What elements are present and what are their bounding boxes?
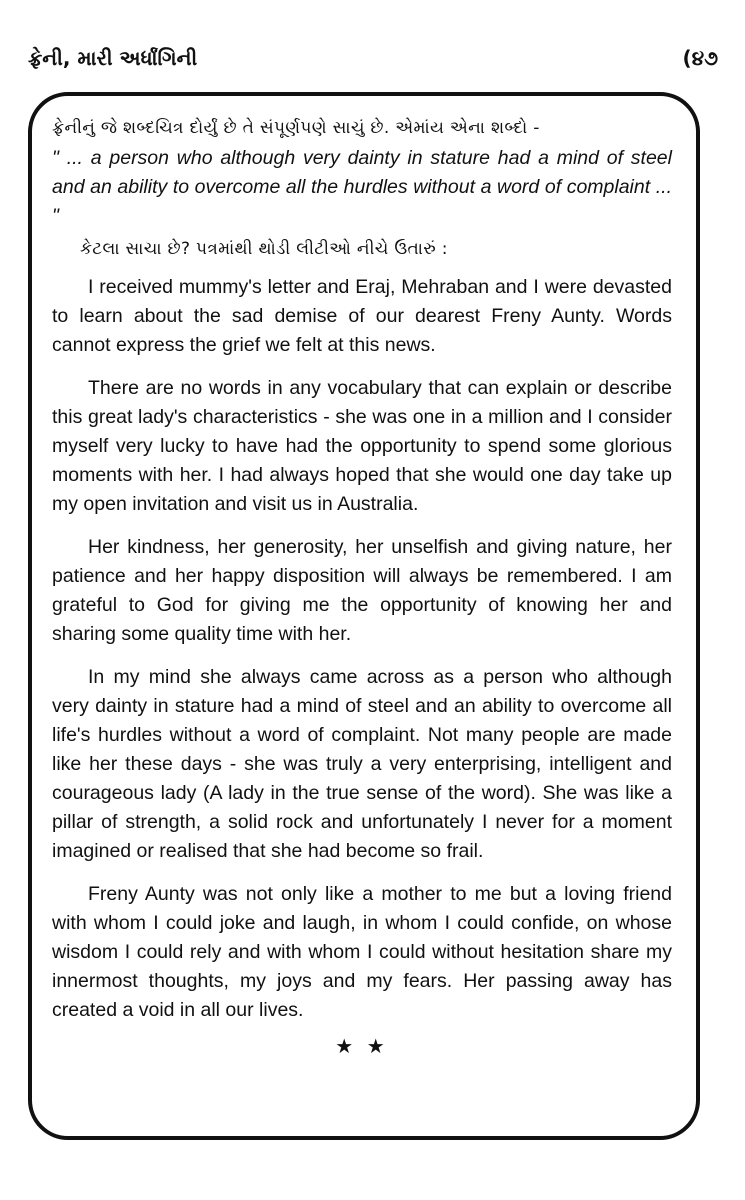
page-header xyxy=(28,46,718,80)
letter-paragraph-4: In my mind she always came across as a person who although very dainty in stature had a mind of steel and an ability to overcome all life's hurdles without a word of complaint. Not many people are made like her these days - she was truly a very enterprising, intelligent and courageous lady (A lady in the true sense of the word). She was like a pillar of strength, a solid rock and unfortunately I never for a moment imagined or realised that she had become so frail. xyxy=(52,666,672,862)
letter-paragraph-3: Her kindness, her generosity, her unselfish and giving nature, her patience and her happy disposition will always be remembered. I am grateful to God for giving me the opportunity of knowing her and sharing some quality time with her. xyxy=(52,536,672,645)
letter-paragraph-2: There are no words in any vocabulary that can explain or describe this great lady's characteristics - she was one in a million and I consider myself very lucky to have had the opportunity to spend some glorious moments with her. I had always hoped that she would one day take up my open invitation and visit us in Australia. xyxy=(52,377,672,515)
gujarati-lead-in: કેટલા સાચા છે? પત્રમાંથી થોડી લીટીઓ નીચે ઉતારું : xyxy=(80,239,448,259)
end-mark-stars: ★ ★ xyxy=(335,1036,389,1058)
english-quote: " ... a person who although very dainty in stature had a mind of steel and an ability to overcome all the hurdles without a word of complaint ... " xyxy=(52,147,672,227)
gujarati-intro-line: ફ્રેનીનું જે શબ્દચિત્ર દોર્યું છે તે સંપૂર્ણપણે સાચું છે. એમાંય એના શબ્દો - xyxy=(52,118,540,138)
letter-paragraph-1: I received mummy's letter and Eraj, Mehraban and I were devasted to learn about the sad demise of our dearest Freny Aunty. Words cannot express the grief we felt at this news. xyxy=(52,276,672,356)
page-content xyxy=(52,114,672,1062)
page-number: (૪૭ xyxy=(682,46,718,70)
running-title: ફ્રેની, મારી અર્ધાંગિની xyxy=(28,46,198,70)
letter-paragraph-5: Freny Aunty was not only like a mother to me but a loving friend with whom I could joke and laugh, in whom I could confide, on whose wisdom I could rely and with whom I could without hesitation share my innermost thoughts, my joys and my fears. Her passing away has created a void in all our lives. xyxy=(52,883,672,1021)
